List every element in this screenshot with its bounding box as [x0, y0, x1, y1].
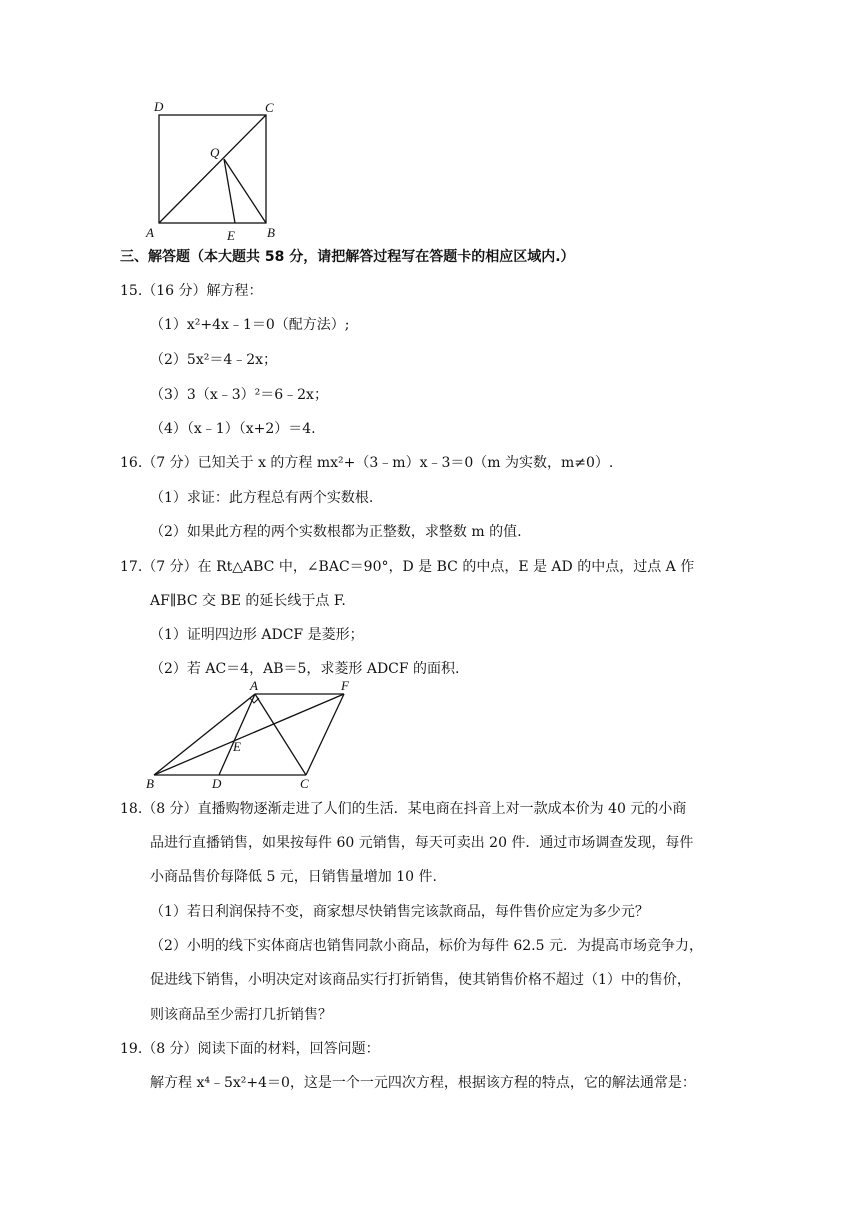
segment-qe: [224, 159, 235, 223]
q17-item-1: （1）证明四边形 ADCF 是菱形；: [150, 627, 364, 643]
label-b2: B: [146, 776, 154, 791]
label-f2: F: [341, 678, 349, 693]
label-d: D: [154, 99, 164, 114]
q16-item-1: （1）求证：此方程总有两个实数根.: [150, 490, 374, 506]
label-a2: A: [250, 678, 258, 693]
q18-item-2-line-2: 促进线下销售，小明决定对该商品实行打折销售，使其销售价格不超过（1）中的售价，: [150, 972, 691, 988]
q15-item-3: （3）3（x﹣3）²＝6﹣2x；: [150, 387, 328, 403]
figure-rhombus-adcf: [140, 676, 370, 796]
label-c2: C: [300, 776, 309, 791]
segment-ab: [154, 694, 255, 775]
segment-fc: [306, 694, 344, 775]
section-heading: 三、解答题（本大题共 58 分，请把解答过程写在答题卡的相应区域内.）: [120, 249, 575, 265]
label-d2: D: [212, 776, 222, 791]
segment-ac: [255, 694, 306, 775]
q19-line-2: 解方程 x⁴﹣5x²+4＝0，这是一个一元四次方程，根据该方程的特点，它的解法通常是：: [150, 1075, 696, 1091]
label-e2: E: [233, 739, 241, 754]
q19-stem: 19.（8 分）阅读下面的材料，回答问题：: [120, 1041, 380, 1057]
diagonal-ac: [159, 115, 266, 223]
q18-item-2-line-3: 则该商品至少需打几折销售？: [150, 1007, 332, 1023]
label-e: E: [227, 228, 235, 243]
q16-item-2: （2）如果此方程的两个实数根都为正整数，求整数 m 的值.: [150, 524, 522, 540]
segment-qb: [224, 159, 266, 223]
q18-line-1: 18.（8 分）直播购物逐渐走进了人们的生活．某电商在抖音上对一款成本价为 40 元的小商: [120, 801, 687, 817]
label-a: A: [146, 225, 154, 240]
figure-square-abcd: [140, 98, 290, 243]
q18-item-1: （1）若日利润保持不变，商家想尽快销售完该款商品，每件售价应定为多少元？: [150, 904, 649, 920]
q18-line-2: 品进行直播销售，如果按每件 60 元销售，每天可卖出 20 件．通过市场调查发现，每件: [150, 835, 694, 851]
label-c: C: [265, 100, 274, 115]
q17-stem-line-2: AF∥BC 交 BE 的延长线于点 F.: [150, 593, 346, 609]
q17-item-2: （2）若 AC＝4，AB＝5，求菱形 ADCF 的面积.: [150, 661, 460, 677]
label-q: Q: [210, 145, 220, 160]
label-b: B: [267, 225, 275, 240]
q15-item-4: （4）（x﹣1）（x+2）＝4.: [150, 421, 316, 437]
q17-stem-line-1: 17.（7 分）在 Rt△ABC 中，∠BAC＝90°，D 是 BC 的中点，E 是 AD 的中点，过点 A 作: [120, 559, 695, 575]
q18-line-3: 小商品售价每降低 5 元，日销售量增加 10 件.: [150, 869, 437, 885]
q15-stem: 15.（16 分）解方程：: [120, 283, 263, 299]
q16-stem: 16.（7 分）已知关于 x 的方程 mx²+（3﹣m）x﹣3＝0（m 为实数，m≠0）.: [120, 455, 614, 471]
q15-item-1: （1）x²+4x﹣1＝0（配方法）;: [150, 317, 350, 333]
q18-item-2-line-1: （2）小明的线下实体商店也销售同款小商品，标价为每件 62.5 元．为提高市场竞争力，: [150, 938, 703, 954]
q15-item-2: （2）5x²＝4﹣2x；: [150, 352, 278, 368]
